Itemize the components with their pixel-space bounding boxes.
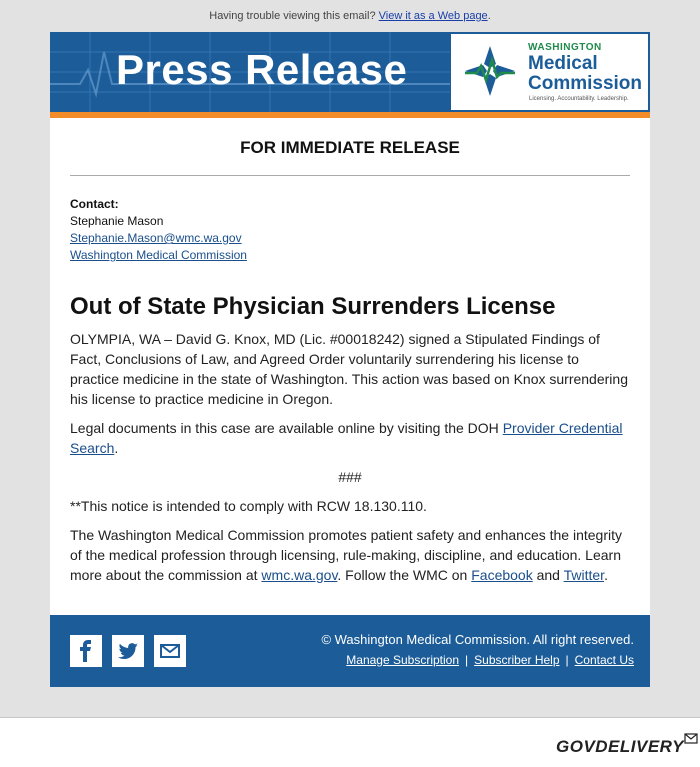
copyright-text: © Washington Medical Commission. All right reserved. — [321, 632, 634, 647]
email-button[interactable] — [154, 635, 186, 667]
article-body — [70, 329, 630, 594]
rcw-notice: **This notice is intended to comply with RCW 18.130.110. — [70, 498, 427, 514]
paragraph-1: OLYMPIA, WA – David G. Knox, MD (Lic. #00018242) signed a Stipulated Findings of Fact, Conclusions of Law, and Agreed Order voluntarily surrendering his license to practice medicine in the state of Washington. This action was based on Knox surrendering his license to practice medicine in Oregon. — [70, 331, 628, 407]
paragraph-2: Legal documents in this case are available online by visiting the DOH Provider Credential Search. — [70, 420, 623, 456]
view-online-notice: Having trouble viewing this email? View it as a Web page. — [209, 10, 491, 22]
facebook-button[interactable] — [70, 635, 102, 667]
manage-subscription-link[interactable]: Manage Subscription — [346, 653, 460, 667]
subscriber-help-link[interactable]: Subscriber Help — [474, 653, 560, 667]
twitter-link[interactable]: Twitter — [563, 567, 605, 583]
logo-name: Medical Commission — [528, 53, 643, 94]
twitter-button[interactable] — [112, 635, 144, 667]
contact-us-link[interactable]: Contact Us — [574, 653, 634, 667]
email-card — [50, 32, 650, 687]
wmc-logo-mark-icon — [463, 44, 517, 98]
contact-org-link[interactable]: Washington Medical Commission — [70, 248, 247, 262]
twitter-icon — [112, 635, 144, 667]
banner-title: Press Release — [116, 46, 408, 93]
logo-state-label: WASHINGTON — [528, 42, 602, 53]
envelope-icon — [684, 733, 698, 744]
notice-text: Having trouble viewing this email? — [209, 10, 376, 22]
govdelivery-logo[interactable]: GOVDELIVERY — [556, 737, 684, 756]
provider-credential-search-link[interactable]: Provider Credential Search — [70, 420, 623, 456]
release-label: FOR IMMEDIATE RELEASE — [240, 138, 460, 157]
wmc-logo — [451, 34, 648, 110]
email-icon — [154, 635, 186, 667]
wmc-website-link[interactable]: wmc.wa.gov — [261, 567, 338, 583]
article-headline: Out of State Physician Surrenders License — [70, 293, 556, 320]
contact-label: Contact: — [70, 197, 119, 211]
paragraph-3: The Washington Medical Commission promotes patient safety and enhances the integrity of the medical profession through licensing, rule-making, discipline, and education. Learn more about the commission at wmc.wa.gov. Follow the WMC on Facebook and Twitter. — [70, 527, 622, 583]
facebook-icon — [70, 635, 102, 667]
section-separator: ### — [338, 469, 362, 485]
contact-email-link[interactable]: Stephanie.Mason@wmc.wa.gov — [70, 231, 242, 245]
contact-block — [70, 196, 247, 264]
email-footer — [50, 615, 650, 687]
contact-name: Stephanie Mason — [70, 214, 164, 228]
facebook-link[interactable]: Facebook — [471, 567, 533, 583]
accent-bar — [50, 112, 650, 118]
divider — [70, 175, 630, 176]
press-release-banner — [50, 32, 650, 112]
logo-tagline: Licensing. Accountability. Leadership. — [529, 96, 629, 102]
footer-links: Manage Subscription | Subscriber Help | Contact Us — [346, 653, 634, 667]
view-web-page-link[interactable]: View it as a Web page — [378, 10, 488, 22]
